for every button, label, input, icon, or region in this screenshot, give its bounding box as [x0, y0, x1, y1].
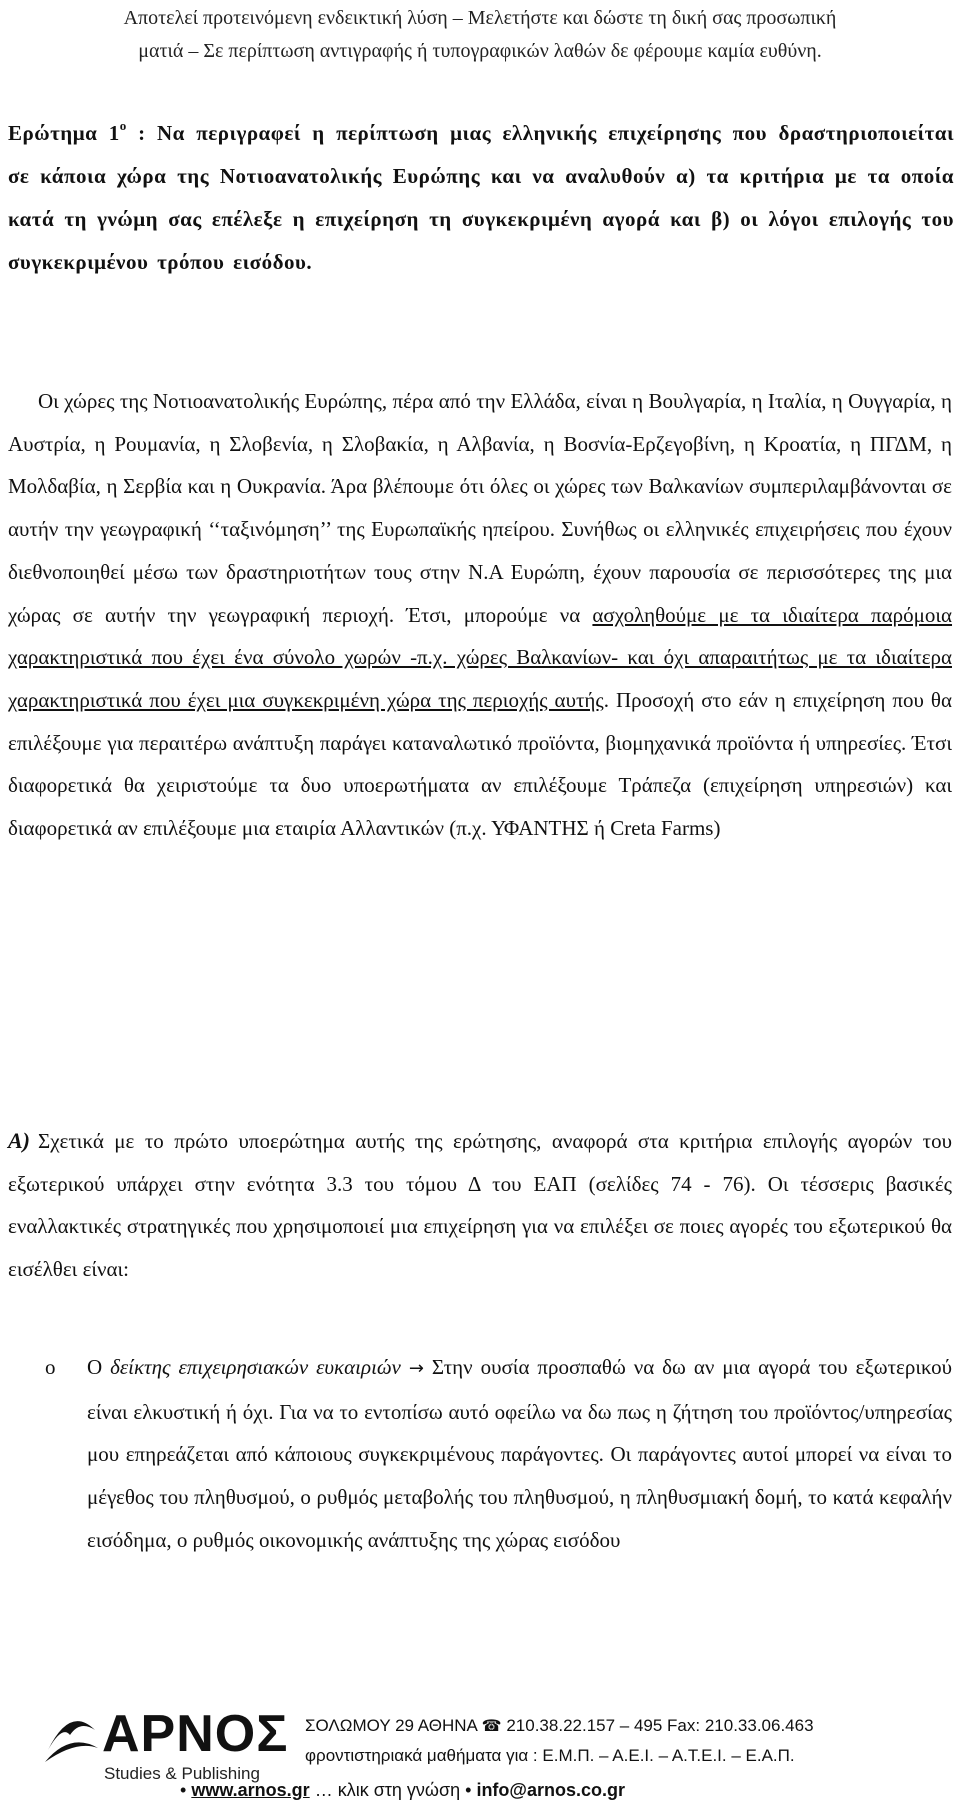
logo-subtitle: Studies & Publishing — [104, 1764, 260, 1783]
logo-emblem-icon — [40, 1710, 100, 1770]
disclaimer-header — [10, 2, 950, 68]
page-footer — [0, 1702, 960, 1819]
arnos-logo — [40, 1705, 289, 1788]
phone-icon: ☎ — [481, 1716, 502, 1735]
question-text: : Να περιγραφεί η περίπτωση μιας ελληνικής επιχείρησης που δραστηριοποιείται σε κάποια χώρα της Νοτιοανατολικής Ευρώπης και να αναλυθούν α) τα κριτήρια με τα οποία κατά τη γνώμη σας επέλεξε η επιχείρηση τη συγκεκριμένη αγορά και β) οι λόγοι επιλογής του συγκεκριμένου τρόπου εισόδου. — [8, 121, 954, 274]
footer-courses: φροντιστηριακά μαθήματα για : Ε.Μ.Π. – Α.Ε.Ι. – Α.Τ.Ε.Ι. – Ε.Α.Π. — [305, 1746, 795, 1765]
question-block — [8, 112, 954, 284]
bullet-dot-icon: • — [465, 1780, 472, 1800]
disclaimer-line-1: Αποτελεί προτεινόμενη ενδεικτική λύση – Μελετήστε και δώστε τη δική σας προσωπική — [123, 7, 837, 29]
right-arrow-icon: → — [408, 1358, 424, 1379]
footer-address: ΣΟΛΩΜΟΥ 29 ΑΘΗΝΑ — [305, 1716, 477, 1735]
question-label: Ερώτημα 1 — [8, 121, 120, 145]
footer-phones: 210.38.22.157 – 495 Fax: 210.33.06.463 — [506, 1716, 814, 1735]
bullet-term: δείκτης επιχειρησιακών ευκαιριών — [110, 1355, 401, 1379]
email-link[interactable]: info@arnos.co.gr — [476, 1780, 625, 1800]
bullet-prefix: Ο — [87, 1355, 111, 1379]
logo-wordmark: ΑΡΝΟΣ — [102, 1705, 289, 1763]
paragraph-intro-part1: Οι χώρες της Νοτιοανατολικής Ευρώπης, πέρα από την Ελλάδα, είναι η Βουλγαρία, η Ιταλία, η Ουγγαρία, η Αυστρία, η Ρουμανία, η Σλοβενία, η Σλοβακία, η Αλβανία, η Βοσνία-Ερζεγοβίνη, η Κροατία, η ΠΓΔΜ, η Μολδαβία, η Σερβία και η Ουκρανία. Άρα βλέπουμε ότι όλες οι χώρες των Βαλκανίων συμπεριλαμβάνονται σε αυτήν την γεωγραφική ‘‘ταξινόμηση’’ της Ευρωπαϊκής ηπείρου. Συνήθως οι ελληνικές επιχειρήσεις που έχουν διεθνοποιηθεί μέσω των δραστηριοτήτων τους στην Ν.Α Ευρώπη, έχουν παρουσία σε περισσότερες της μια χώρας σε αυτήν την γεωγραφική περιοχή. Έτσι, μπορούμε να — [8, 389, 952, 627]
bullet-item-opportunity-index — [87, 1346, 952, 1562]
paragraph-intro — [8, 380, 952, 850]
section-a-text: Σχετικά με το πρώτο υποερώτημα αυτής της ερώτησης, αναφορά στα κριτήρια επιλογής αγορών του εξωτερικού υπάρχει στην ενότητα 3.3 του τόμου Δ του ΕΑΠ (σελίδες 74 - 76). Οι τέσσερις βασικές εναλλακτικές στρατηγικές που χρησιμοποιεί μια επιχείρηση για να επιλέξει σε ποιες αγορές του εξωτερικού θα εισέλθει είναι: — [8, 1129, 952, 1282]
question-superscript: ο — [119, 118, 127, 133]
footer-links-line — [180, 1780, 625, 1801]
website-link[interactable]: www.arnos.gr — [191, 1780, 310, 1800]
bullet-text: Στην ουσία προσπαθώ να δω αν μια αγορά του εξωτερικού είναι ελκυστική ή όχι. Για να το εντοπίσω αυτό οφείλω να δω πως η ζήτηση του προϊόντος/υπηρεσίας μου επηρεάζεται από κάποιους συγκεκριμένους παράγοντες. Οι παράγοντες αυτοί μπορεί να είναι το μέγεθος του πληθυσμού, ο ρυθμός μεταβολής του πληθυσμού, η πληθυσμιακή δομή, το κατά κεφαλήν εισόδημα, ο ρυθμός οικονομικής ανάπτυξης της χώρας εισόδου — [87, 1355, 953, 1552]
bullet-dot-icon: • — [180, 1780, 187, 1800]
paragraph-intro-part2: . Προσοχή στο εάν η επιχείρηση που θα επιλέξουμε για περαιτέρω ανάπτυξη παράγει καταναλωτικό προϊόντα, βιομηχανικά προϊόντα ή υπηρεσίες. Έτσι διαφορετικά θα χειριστούμε τα δυο υποερωτήματα αν επιλέξουμε Τράπεζα (επιχείρηση υπηρεσιών) και διαφορετικά αν επιλέξουμε μια εταιρία Αλλαντικών (π.χ. ΥΦΑΝΤΗΣ ή Creta Farms) — [8, 687, 952, 841]
footer-tagline: … κλικ στη γνώση — [309, 1780, 466, 1800]
disclaimer-line-2: ματιά – Σε περίπτωση αντιγραφής ή τυπογραφικών λαθών δε φέρουμε καμία ευθύνη. — [138, 40, 822, 62]
paragraph-section-a — [8, 1120, 952, 1291]
section-a-label: Α) — [8, 1128, 30, 1153]
bullet-list — [45, 1346, 952, 1562]
paragraph-intro-underlined: ασχοληθούμε με τα ιδιαίτερα παρόμοια χαρακτηριστικά που έχει ένα σύνολο χωρών -π.χ. χώρες Βαλκανίων- και όχι απαραιτήτως με τα ιδιαίτερα χαρακτηριστικά που έχει μια συγκεκριμένη χώρα της περιοχής αυτής — [8, 602, 953, 712]
bullet-marker: o — [45, 1355, 56, 1379]
footer-contact-line — [305, 1716, 814, 1736]
